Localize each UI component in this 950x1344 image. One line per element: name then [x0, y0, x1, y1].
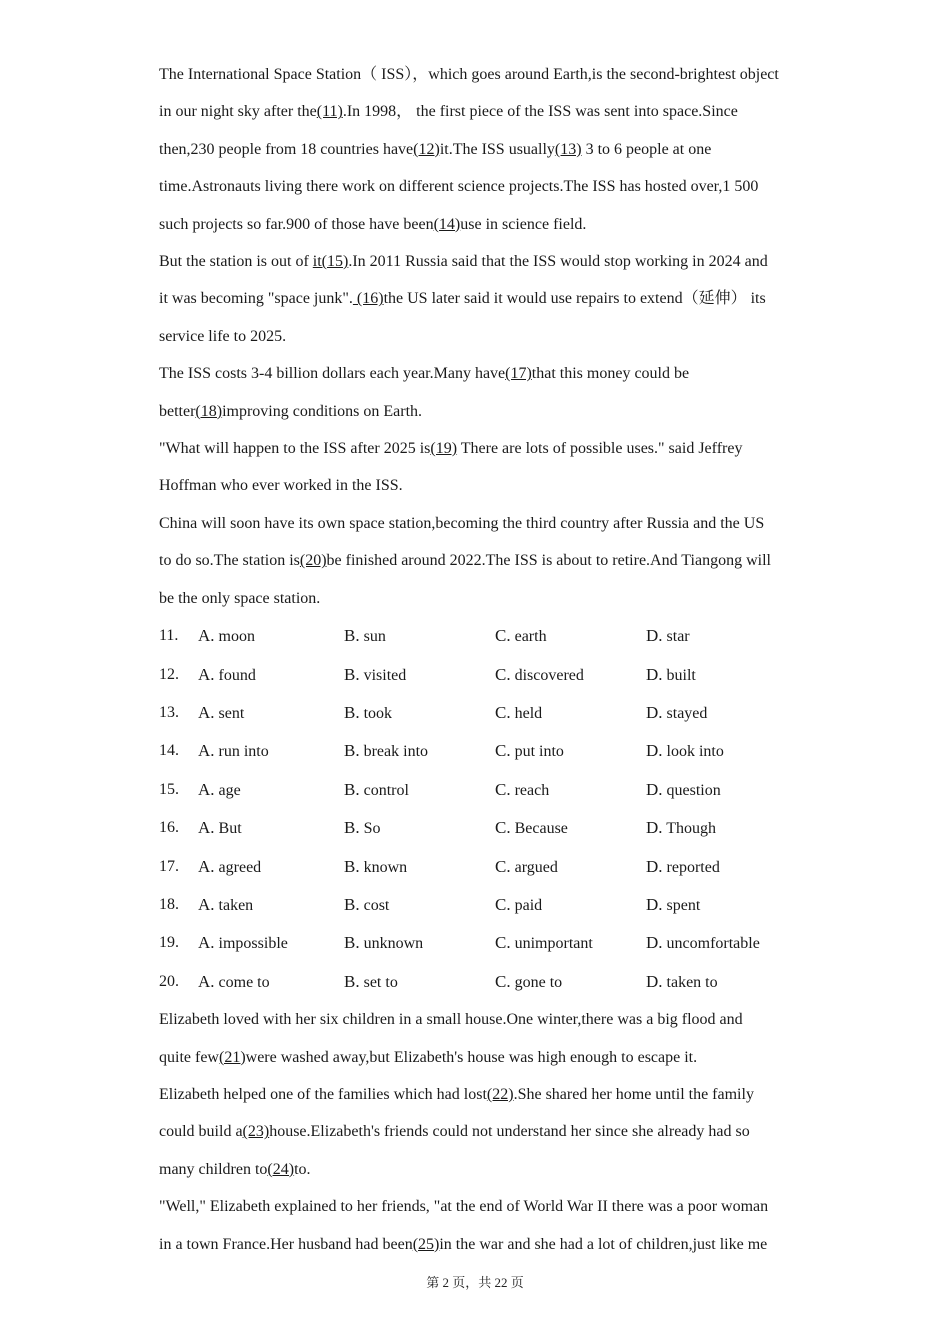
blank-number: (16) — [352, 290, 384, 308]
option-letter: C. — [495, 933, 511, 953]
text-segment: then,230 people from 18 countries have — [159, 140, 414, 158]
text-segment: Elizabeth helped one of the families which had lost — [159, 1085, 487, 1103]
option-d[interactable] — [646, 963, 766, 1001]
text-segment: could build a — [159, 1123, 243, 1141]
option-letter: A. — [198, 664, 215, 684]
question-row — [159, 848, 809, 886]
text-segment: to. — [294, 1160, 311, 1178]
blank-number: (24) — [267, 1160, 295, 1178]
option-a[interactable] — [198, 848, 344, 886]
text-segment: service life to 2025. — [159, 327, 287, 345]
text-segment: There are lots of possible uses." said Jeffrey — [457, 440, 743, 458]
passage-1-line — [159, 393, 809, 430]
blank-number: (19) — [430, 440, 458, 458]
question-number: 13. — [159, 703, 179, 721]
option-letter: D. — [646, 664, 663, 684]
option-b[interactable] — [344, 771, 495, 809]
option-letter: D. — [646, 626, 663, 646]
option-letter: D. — [646, 818, 663, 838]
option-text: agreed — [218, 858, 262, 876]
option-letter: A. — [198, 818, 215, 838]
option-text: But — [218, 820, 242, 838]
option-text: sun — [363, 628, 386, 646]
passage-2-line — [159, 1188, 809, 1225]
option-b[interactable] — [344, 809, 495, 847]
text-segment: time.Astronauts living there work on different science projects.The ISS has hosted over,1 500 — [159, 178, 759, 196]
question-number: 12. — [159, 665, 179, 683]
text-segment: were washed away,but Elizabeth's house was high enough to escape it. — [245, 1048, 698, 1066]
blank-number: (20) — [299, 552, 327, 570]
passage-1-line — [159, 131, 809, 168]
passage-1-line — [159, 206, 809, 243]
option-text: known — [363, 858, 408, 876]
question-number: 17. — [159, 857, 179, 875]
option-letter: A. — [198, 702, 215, 722]
option-c[interactable] — [495, 886, 646, 924]
option-text: held — [514, 704, 543, 722]
option-text: So — [363, 820, 381, 838]
option-letter: D. — [646, 971, 663, 991]
option-a[interactable] — [198, 656, 344, 694]
option-text: look into — [666, 743, 724, 761]
text-segment: .In 2011 Russia said that the ISS would stop working in 2024 and — [348, 253, 768, 271]
text-segment: .In 1998， the first piece of the ISS was sent into space.Since — [342, 103, 738, 121]
passage-1-line — [159, 93, 809, 130]
option-letter: B. — [344, 702, 360, 722]
option-letter: B. — [344, 741, 360, 761]
option-text: come to — [218, 973, 270, 991]
option-c[interactable] — [495, 617, 646, 655]
question-row — [159, 809, 809, 847]
passage-1-line — [159, 505, 809, 542]
blank-number: (22) — [486, 1085, 514, 1103]
text-segment: 3 to 6 people at one — [581, 140, 712, 158]
option-c[interactable] — [495, 656, 646, 694]
question-number: 20. — [159, 972, 179, 990]
text-segment: Elizabeth loved with her six children in a small house.One winter,there was a big flood and — [159, 1011, 743, 1029]
option-letter: C. — [495, 626, 511, 646]
option-text: built — [666, 666, 696, 684]
blank-number: (14) — [433, 215, 461, 233]
option-a[interactable] — [198, 886, 344, 924]
option-d[interactable] — [646, 656, 766, 694]
text-segment: such projects so far.900 of those have been — [159, 215, 434, 233]
passage-1-line — [159, 467, 809, 504]
option-letter: B. — [344, 856, 360, 876]
blank-number: (21) — [218, 1048, 246, 1066]
option-a[interactable] — [198, 924, 344, 962]
option-letter: A. — [198, 779, 215, 799]
option-a[interactable] — [198, 809, 344, 847]
blank-number: (23) — [242, 1123, 270, 1141]
text-segment: "Well," Elizabeth explained to her friends, "at the end of World War II there was a poor woman — [159, 1198, 769, 1216]
text-segment: house.Elizabeth's friends could not understand her since she already had so — [269, 1123, 750, 1141]
question-number: 14. — [159, 742, 179, 760]
option-letter: A. — [198, 933, 215, 953]
option-text: break into — [363, 743, 429, 761]
option-d[interactable] — [646, 732, 766, 770]
option-text: moon — [218, 628, 255, 646]
question-row — [159, 886, 809, 924]
option-b[interactable] — [344, 924, 495, 962]
option-d[interactable] — [646, 886, 766, 924]
blank-number: (18) — [195, 402, 223, 420]
passage-1-line — [159, 280, 809, 317]
option-a[interactable] — [198, 771, 344, 809]
option-text: cost — [363, 896, 390, 914]
option-text: earth — [514, 628, 547, 646]
text-segment: use in science field. — [460, 215, 587, 233]
option-a[interactable] — [198, 617, 344, 655]
option-text: unknown — [363, 935, 424, 953]
text-segment: be finished around 2022.The ISS is about to retire.And Tiangong will — [326, 552, 771, 570]
question-number: 16. — [159, 819, 179, 837]
option-letter: D. — [646, 933, 663, 953]
question-list — [159, 617, 809, 1001]
option-text: gone to — [514, 973, 563, 991]
passage-2-line — [159, 1039, 809, 1076]
option-letter: B. — [344, 933, 360, 953]
option-text: unimportant — [514, 935, 593, 953]
option-d[interactable] — [646, 694, 766, 732]
passage-1-line — [159, 355, 809, 392]
passage-2-line — [159, 1076, 809, 1113]
passage-1-line — [159, 430, 809, 467]
question-row — [159, 924, 809, 962]
option-text: question — [666, 781, 721, 799]
option-c[interactable] — [495, 732, 646, 770]
passage-1-line — [159, 542, 809, 579]
option-text: stayed — [666, 704, 708, 722]
option-letter: B. — [344, 779, 360, 799]
option-letter: B. — [344, 664, 360, 684]
text-segment: But the station is out of — [159, 253, 313, 271]
option-letter: C. — [495, 741, 511, 761]
option-text: visited — [363, 666, 407, 684]
option-a[interactable] — [198, 732, 344, 770]
question-number: 19. — [159, 934, 179, 952]
text-segment: The ISS costs 3-4 billion dollars each year.Many have — [159, 365, 506, 383]
option-b[interactable] — [344, 694, 495, 732]
option-letter: C. — [495, 779, 511, 799]
option-letter: C. — [495, 856, 511, 876]
option-text: argued — [514, 858, 558, 876]
page-footer: 第 2 页，共 22 页 — [426, 1275, 524, 1290]
option-letter: A. — [198, 856, 215, 876]
option-b[interactable] — [344, 656, 495, 694]
question-row — [159, 694, 809, 732]
text-segment: it was becoming "space junk". — [159, 290, 353, 308]
option-letter: D. — [646, 894, 663, 914]
option-letter: C. — [495, 818, 511, 838]
option-c[interactable] — [495, 848, 646, 886]
option-letter: D. — [646, 741, 663, 761]
text-segment: better — [159, 402, 196, 420]
option-letter: A. — [198, 971, 215, 991]
option-letter: D. — [646, 702, 663, 722]
option-b[interactable] — [344, 617, 495, 655]
text-segment: that this money could be — [531, 365, 690, 383]
option-d[interactable] — [646, 809, 766, 847]
passage-1-line — [159, 318, 809, 355]
option-letter: D. — [646, 856, 663, 876]
text-segment: be the only space station. — [159, 589, 321, 607]
option-text: taken — [218, 896, 254, 914]
option-text: spent — [666, 896, 701, 914]
question-number: 18. — [159, 895, 179, 913]
option-text: sent — [218, 704, 245, 722]
question-number: 15. — [159, 780, 179, 798]
document-body — [159, 56, 809, 1263]
option-b[interactable] — [344, 848, 495, 886]
text-segment: the US later said it would use repairs to extend（延伸） its — [383, 290, 766, 308]
option-text: uncomfortable — [666, 935, 760, 953]
question-row — [159, 656, 809, 694]
text-segment: in our night sky after the — [159, 103, 317, 121]
blank-number: (12) — [413, 140, 440, 158]
option-text: Because — [514, 820, 568, 838]
option-letter: D. — [646, 779, 663, 799]
blank-number: (13) — [554, 140, 582, 158]
question-number: 11. — [159, 627, 179, 645]
option-c[interactable] — [495, 924, 646, 962]
option-c[interactable] — [495, 771, 646, 809]
option-d[interactable] — [646, 848, 766, 886]
text-segment: "What will happen to the ISS after 2025 is — [159, 440, 431, 458]
passage-1-line — [159, 580, 809, 617]
text-segment: to do so.The station is — [159, 552, 300, 570]
option-letter: A. — [198, 894, 215, 914]
option-b[interactable] — [344, 732, 495, 770]
option-letter: C. — [495, 894, 511, 914]
question-row — [159, 617, 809, 655]
passage-1 — [159, 56, 809, 617]
option-d[interactable] — [646, 924, 766, 962]
option-d[interactable] — [646, 771, 766, 809]
option-a[interactable] — [198, 694, 344, 732]
option-letter: B. — [344, 971, 360, 991]
option-c[interactable] — [495, 809, 646, 847]
passage-1-line — [159, 168, 809, 205]
option-letter: C. — [495, 702, 511, 722]
text-segment: quite few — [159, 1048, 219, 1066]
text-segment: many children to — [159, 1160, 268, 1178]
passage-2-line — [159, 1113, 809, 1150]
option-text: found — [218, 666, 256, 684]
text-segment: Hoffman who ever worked in the ISS. — [159, 477, 403, 495]
blank-number: (17) — [505, 365, 532, 383]
option-text: age — [218, 781, 241, 799]
text-segment: China will soon have its own space station,becoming the third country after Russia and the US — [159, 514, 765, 532]
option-text: set to — [363, 973, 398, 991]
option-letter: B. — [344, 626, 360, 646]
text-segment: improving conditions on Earth. — [222, 402, 423, 420]
passage-1-line — [159, 56, 809, 93]
passage-2-line — [159, 1001, 809, 1038]
option-c[interactable] — [495, 694, 646, 732]
option-letter: B. — [344, 894, 360, 914]
option-text: reported — [666, 858, 720, 876]
blank-number: (25) — [412, 1235, 440, 1253]
text-segment: in a town France.Her husband had been — [159, 1235, 413, 1253]
option-d[interactable] — [646, 617, 766, 655]
question-row — [159, 771, 809, 809]
option-a[interactable] — [198, 963, 344, 1001]
option-letter: A. — [198, 626, 215, 646]
text-segment: The International Space Station（ ISS），which goes around Earth,is the second-brightest object — [159, 66, 779, 83]
option-letter: A. — [198, 741, 215, 761]
option-text: run into — [218, 743, 269, 761]
option-text: reach — [514, 781, 550, 799]
passage-2 — [159, 1001, 809, 1263]
option-letter: C. — [495, 664, 511, 684]
option-b[interactable] — [344, 886, 495, 924]
option-letter: C. — [495, 971, 511, 991]
option-text: impossible — [218, 935, 288, 953]
option-text: paid — [514, 896, 543, 914]
passage-1-line — [159, 243, 809, 280]
text-segment: .She shared her home until the family — [513, 1085, 754, 1103]
question-row — [159, 732, 809, 770]
blank-number: (11) — [316, 103, 343, 121]
option-text: control — [363, 781, 409, 799]
option-text: put into — [514, 743, 564, 761]
option-c[interactable] — [495, 963, 646, 1001]
option-text: Though — [666, 820, 717, 838]
option-text: taken to — [666, 973, 718, 991]
text-segment: in the war and she had a lot of children,just like me — [439, 1235, 768, 1253]
option-b[interactable] — [344, 963, 495, 1001]
option-text: discovered — [514, 666, 584, 684]
text-segment: it.The ISS usually — [439, 140, 555, 158]
passage-2-line — [159, 1151, 809, 1188]
option-letter: B. — [344, 818, 360, 838]
passage-2-line — [159, 1226, 809, 1263]
option-text: star — [666, 628, 690, 646]
option-text: took — [363, 704, 393, 722]
blank-number: it(15) — [312, 253, 349, 271]
question-row — [159, 963, 809, 1001]
